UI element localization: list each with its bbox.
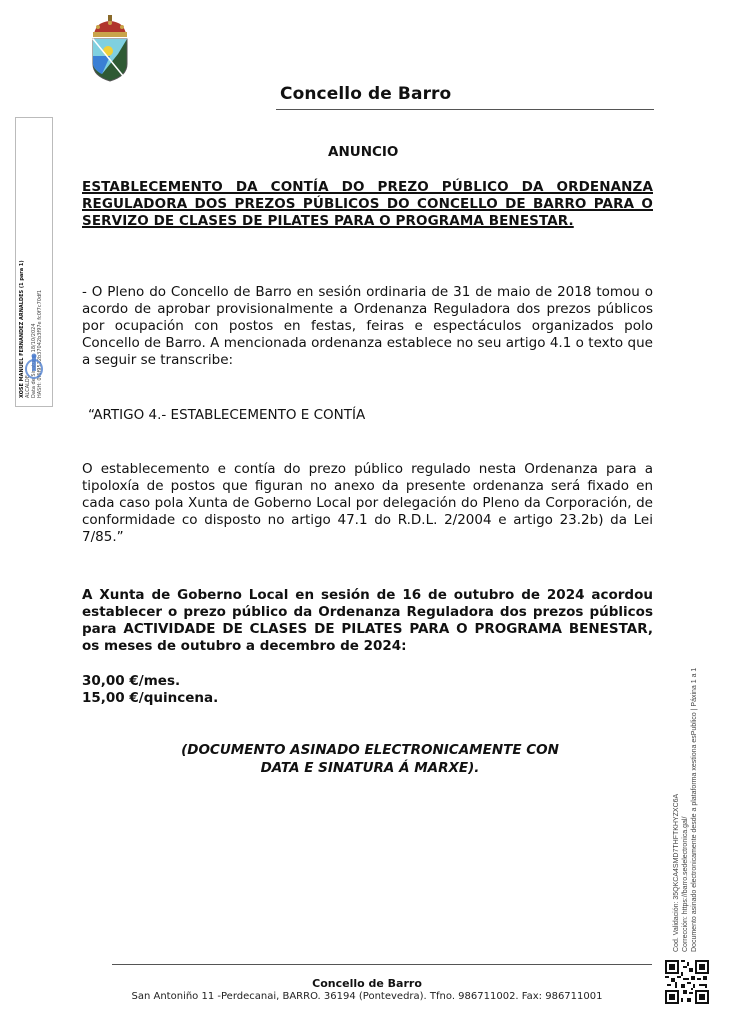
footer-address: San Antoniño 11 -Perdecanai, BARRO. 36194 (Pontevedra). Tfno. 986711002. Fax: 986711001 bbox=[131, 991, 603, 1002]
validation-url[interactable]: Corrección: https://barro.sedelectronica.gal/ bbox=[682, 816, 689, 952]
coat-of-arms-icon bbox=[88, 14, 132, 82]
digital-seal-icon bbox=[24, 352, 44, 380]
signer-role: ALCALDE bbox=[25, 375, 31, 398]
validation-info: Documento asinado electronicamente desde a plataforma xestiona esPublico | Páxina 1 a 1 bbox=[691, 667, 698, 952]
paragraph-1: - O Pleno do Concello de Barro en sesión ordinaria de 31 de maio de 2018 tomou o acordo de aprobar provisionalmente a Ordenanza Reguladora dos prezos públicos por ocupación con postos en festas, feiras e espectáculos organizados polo Concello de Barro. A mencionada ordenanza establece no seu artigo 4.1 o texto que a seguir se transcribe: bbox=[82, 284, 653, 368]
signed-note bbox=[130, 741, 610, 777]
signer-name: XOSE MANUEL FERNANDEZ ARNALDES (1 para 1) bbox=[19, 260, 25, 398]
signed-note-line-1: (DOCUMENTO ASINADO ELECTRONICAMENTE CON bbox=[181, 742, 559, 758]
qr-code-icon bbox=[665, 960, 709, 1004]
footer-divider bbox=[112, 964, 652, 965]
header-title: Concello de Barro bbox=[280, 84, 452, 104]
header-divider bbox=[276, 109, 654, 110]
validation-code: Cod. Validación: 35QKCA4SMD7THFTKHYZXC6A bbox=[673, 793, 680, 952]
document-title: ESTABLECEMENTO DA CONTÍA DO PREZO PÚBLICO DA ORDENANZA REGULADORA DOS PREZOS PÚBLICOS DO CONCELLO DE BARRO PARA O SERVIZO DE CLASES DE PILATES PARA O PROGRAMA BENESTAR. bbox=[82, 179, 653, 229]
document-heading: ANUNCIO bbox=[328, 144, 399, 160]
signature-hash: HASH: 0f6f9532b37042b3f97e fc0f7c70df1 bbox=[37, 289, 43, 398]
footer-name: Concello de Barro bbox=[312, 977, 422, 990]
paragraph-2: O establecemento e contía do prezo público regulado nesta Ordenanza para a tipoloxía de postos que figuran no anexo da presente ordenanza será fixado en cada caso pola Xunta de Goberno Local por delegación do Pleno da Corporación, de conformidade co disposto no artigo 47.1 do R.D.L. 2/2004 e artigo 23.2b) da Lei 7/85.” bbox=[82, 461, 653, 545]
quote-heading: “ARTIGO 4.- ESTABLECEMENTO E CONTÍA bbox=[88, 407, 366, 423]
price-monthly: 30,00 €/mes. bbox=[82, 673, 181, 689]
price-fortnightly: 15,00 €/quincena. bbox=[82, 690, 219, 706]
paragraph-3: A Xunta de Goberno Local en sesión de 16 de outubro de 2024 acordou establecer o prezo público da Ordenanza Reguladora dos prezos públicos para ACTIVIDADE DE CLASES DE PILATES PARA O PROGRAMA BENESTAR, os meses de outubro a decembro de 2024: bbox=[82, 587, 653, 654]
signed-note-line-2: DATA E SINATURA Á MARXE). bbox=[260, 760, 480, 776]
